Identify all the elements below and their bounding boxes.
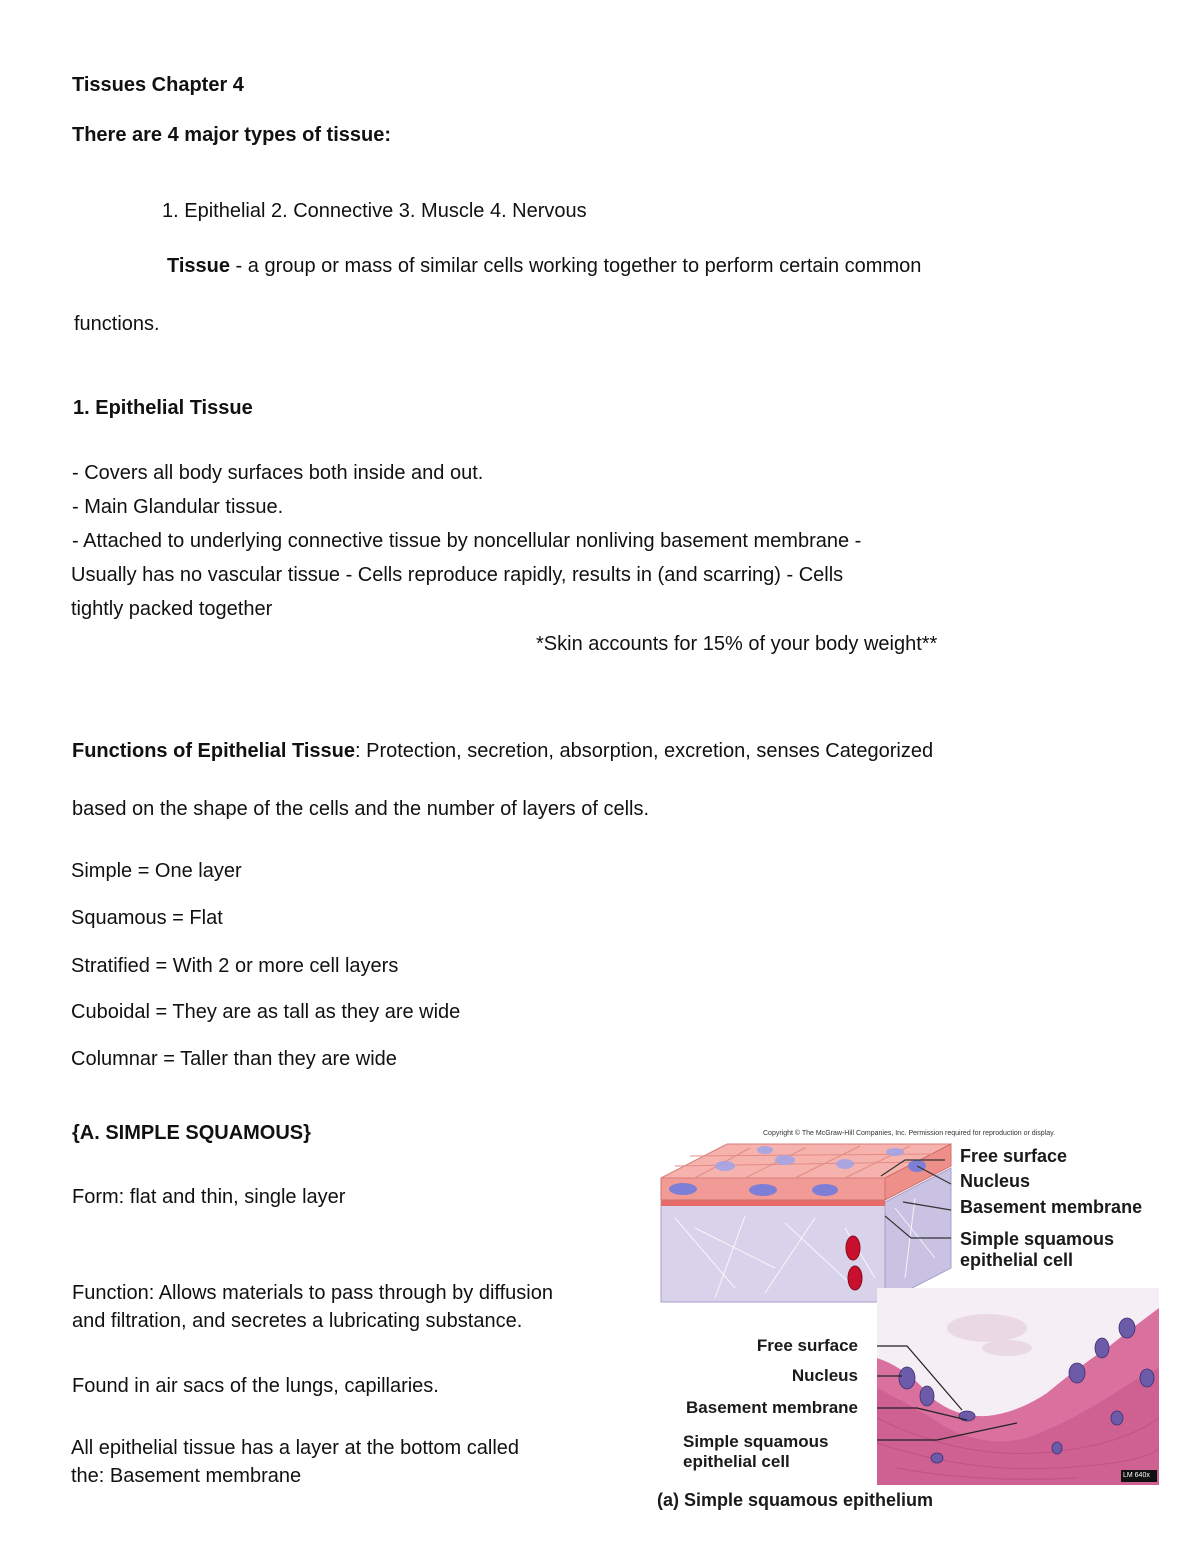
tissue-term: Tissue xyxy=(167,255,230,277)
basement-text-1: All epithelial tissue has a layer at the bottom called xyxy=(71,1437,520,1459)
label-free-surface-bottom: Free surface xyxy=(756,1336,858,1355)
epithelial-bullet-5: tightly packed together xyxy=(71,598,273,620)
form-text: Form: flat and thin, single layer xyxy=(72,1186,346,1208)
epithelial-bullet-3: - Attached to underlying connective tissue by noncellular nonliving basement membrane - xyxy=(72,530,862,552)
function-text-2: and filtration, and secretes a lubricating substance. xyxy=(72,1310,523,1332)
micrograph-image xyxy=(877,1288,1159,1485)
tissue-types-line: 1. Epithelial 2. Connective 3. Muscle 4. Nervous xyxy=(162,200,587,222)
simple-squamous-figure xyxy=(655,1130,1165,1520)
epithelial-bullet-1: - Covers all body surfaces both inside and out. xyxy=(72,462,484,484)
copyright-notice: Copyright © The McGraw-Hill Companies, Inc. Permission required for reproduction or display. xyxy=(763,1130,1056,1137)
simple-squamous-heading: {A. SIMPLE SQUAMOUS} xyxy=(72,1122,311,1144)
label-simple-squamous-bottom: Simple squamous xyxy=(683,1432,829,1451)
label-nucleus-bottom: Nucleus xyxy=(791,1366,858,1385)
label-epithelial-cell-bottom: epithelial cell xyxy=(683,1452,790,1471)
definition-cuboidal: Cuboidal = They are as tall as they are wide xyxy=(71,1001,461,1023)
label-basement-membrane-top: Basement membrane xyxy=(960,1197,1143,1217)
functions-term: Functions of Epithelial Tissue xyxy=(72,740,355,762)
label-nucleus-top: Nucleus xyxy=(960,1171,1031,1191)
subtitle: There are 4 major types of tissue: xyxy=(72,124,392,146)
definition-stratified: Stratified = With 2 or more cell layers xyxy=(71,955,399,977)
tissue-def-text: - a group or mass of similar cells working together to perform certain common xyxy=(230,255,922,277)
magnification-label: LM 640x xyxy=(1123,1472,1150,1479)
definition-simple: Simple = One layer xyxy=(71,860,242,882)
skin-note: *Skin accounts for 15% of your body weight** xyxy=(536,633,938,655)
functions-line xyxy=(72,739,933,763)
tissue-def-continuation: functions. xyxy=(74,313,160,335)
basement-text-2: the: Basement membrane xyxy=(71,1465,302,1487)
functions-continuation: based on the shape of the cells and the number of layers of cells. xyxy=(72,798,650,820)
tissue-definition xyxy=(167,254,921,278)
function-text-1: Function: Allows materials to pass through by diffusion xyxy=(72,1282,553,1304)
definition-columnar: Columnar = Taller than they are wide xyxy=(71,1048,397,1070)
functions-text: : Protection, secretion, absorption, excretion, senses Categorized xyxy=(355,740,934,762)
figure-caption: (a) Simple squamous epithelium xyxy=(657,1490,934,1510)
label-basement-membrane-bottom: Basement membrane xyxy=(686,1398,858,1417)
epithelial-bullet-2: - Main Glandular tissue. xyxy=(72,496,284,518)
found-text: Found in air sacs of the lungs, capillaries. xyxy=(72,1375,439,1397)
label-simple-squamous-top: Simple squamous xyxy=(960,1229,1115,1249)
label-free-surface-top: Free surface xyxy=(960,1146,1068,1166)
epithelial-heading: 1. Epithelial Tissue xyxy=(73,397,253,419)
definition-squamous: Squamous = Flat xyxy=(71,907,223,929)
epithelial-bullet-4: Usually has no vascular tissue - Cells reproduce rapidly, results in (and scarring) - Cells xyxy=(71,564,844,586)
label-epithelial-cell-top: epithelial cell xyxy=(960,1250,1074,1270)
page-title: Tissues Chapter 4 xyxy=(72,74,244,96)
